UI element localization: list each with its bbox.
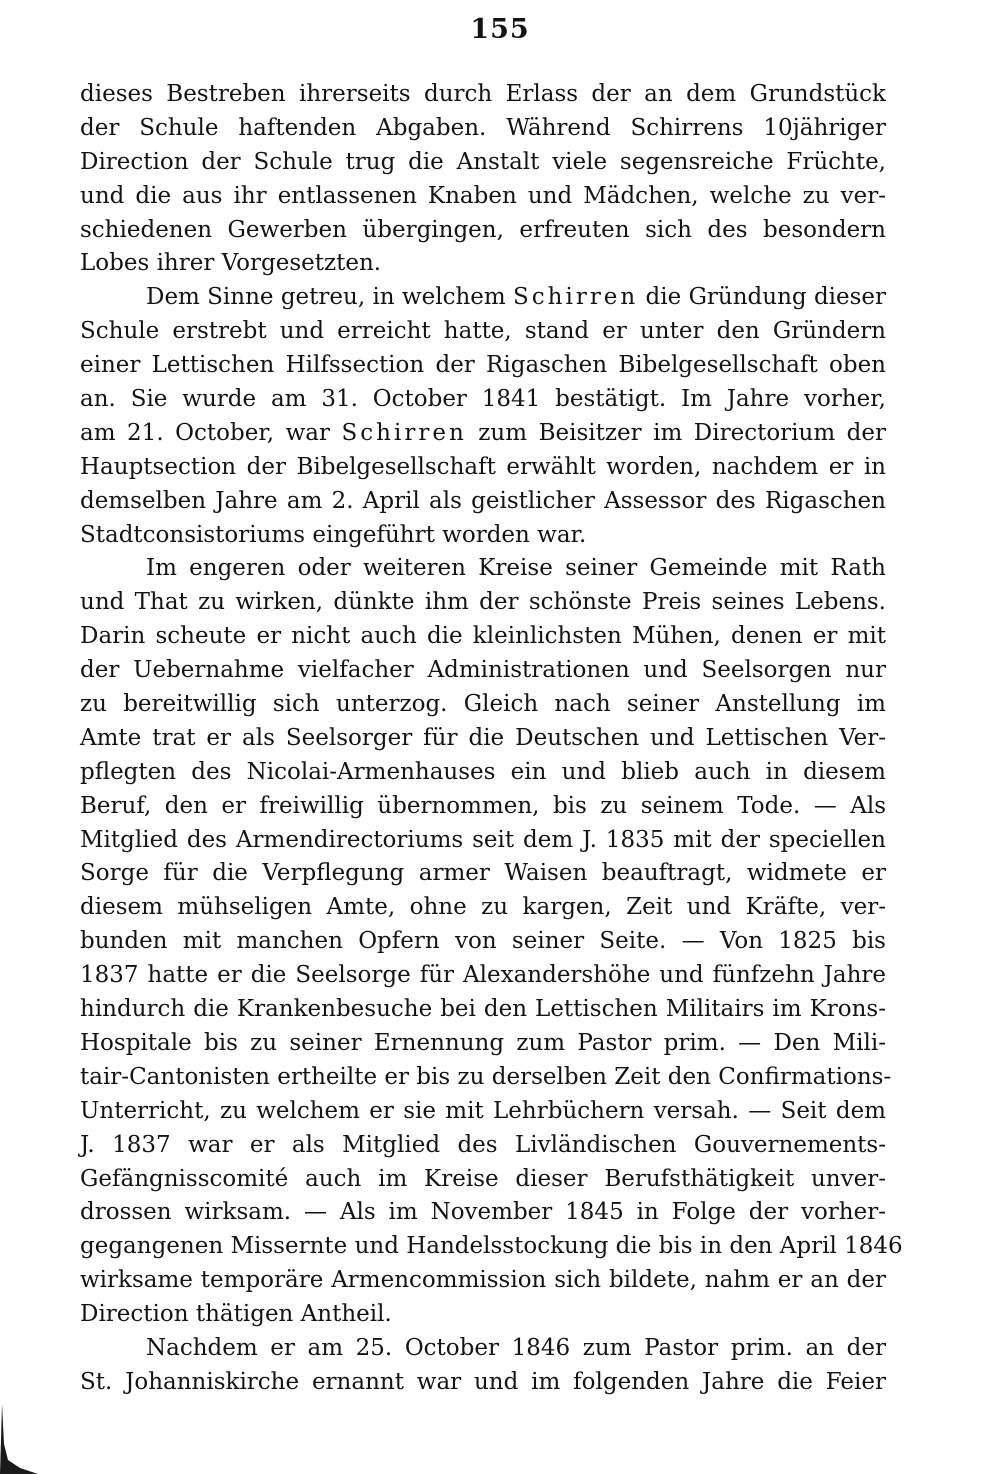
text-line: der Schule haftenden Abgaben. Während Schirrens 10jähriger bbox=[80, 114, 886, 141]
text-line: Dem Sinne getreu, in welchem Schirren die Gründung dieser bbox=[146, 284, 887, 311]
text-line: und die aus ihr entlassenen Knaben und Mädchen, welche zu ver- bbox=[80, 182, 886, 209]
text-line: Stadtconsistoriums eingeführt worden war. bbox=[80, 521, 587, 548]
text-line: bunden mit manchen Opfern von seiner Seite. — Von 1825 bis bbox=[80, 928, 886, 955]
spaced-name: Schirren bbox=[513, 284, 639, 311]
text-line: Direction thätigen Antheil. bbox=[80, 1301, 392, 1328]
text-line: Gefängnisscomité auch im Kreise dieser Berufsthätigkeit unver- bbox=[80, 1165, 886, 1192]
text-line: Darin scheute er nicht auch die kleinlichsten Mühen, denen er mit bbox=[80, 623, 886, 650]
text-line: Schule erstrebt und erreicht hatte, stand er unter den Gründern bbox=[80, 318, 886, 345]
text-line: an. Sie wurde am 31. October 1841 bestätigt. Im Jahre vorher, bbox=[80, 386, 886, 413]
text-line: 1837 hatte er die Seelsorge für Alexandershöhe und fünfzehn Jahre bbox=[80, 962, 886, 989]
text-line: J. 1837 war er als Mitglied des Livländischen Gouvernements- bbox=[80, 1131, 886, 1158]
text-line: Im engeren oder weiteren Kreise seiner Gemeinde mit Rath bbox=[146, 555, 886, 582]
text-line: demselben Jahre am 2. April als geistlicher Assessor des Rigaschen bbox=[80, 487, 886, 514]
text-line: hindurch die Krankenbesuche bei den Lettischen Militairs im Krons- bbox=[80, 996, 886, 1023]
text-line: der Uebernahme vielfacher Administrationen und Seelsorgen nur bbox=[80, 657, 886, 684]
text-line: Amte trat er als Seelsorger für die Deutschen und Lettischen Ver- bbox=[80, 724, 886, 751]
text-line: wirksame temporäre Armencommission sich bildete, nahm er an der bbox=[80, 1267, 886, 1294]
text-line: zu bereitwillig sich unterzog. Gleich nach seiner Anstellung im bbox=[80, 691, 886, 718]
text-line: Hauptsection der Bibelgesellschaft erwählt worden, nachdem er in bbox=[80, 453, 886, 480]
text-line: dieses Bestreben ihrerseits durch Erlass der an dem Grundstück bbox=[80, 81, 886, 107]
text-line: drossen wirksam. — Als im November 1845 in Folge der vorher- bbox=[80, 1199, 886, 1226]
text-line: am 21. October, war Schirren zum Beisitzer im Directorium der bbox=[80, 419, 886, 446]
text-line: Beruf, den er freiwillig übernommen, bis zu seinem Tode. — Als bbox=[80, 792, 886, 819]
text-line: Lobes ihrer Vorgesetzten. bbox=[80, 250, 382, 277]
text-line: und That zu wirken, dünkte ihm der schönste Preis seines Lebens. bbox=[80, 589, 886, 616]
text-line: tair-Cantonisten ertheilte er bis zu derselben Zeit den Confirmations- bbox=[80, 1063, 892, 1090]
text-line: St. Johanniskirche ernannt war und im folgenden Jahre die Feier bbox=[80, 1368, 886, 1395]
scan-edge-mark bbox=[0, 1404, 38, 1474]
text-line: Nachdem er am 25. October 1846 zum Pastor prim. an der bbox=[146, 1334, 886, 1361]
text-line: einer Lettischen Hilfssection der Rigaschen Bibelgesellschaft oben bbox=[80, 352, 886, 379]
text-line: pflegten des Nicolai-Armenhauses ein und blieb auch in diesem bbox=[80, 758, 886, 785]
page-number: 155 bbox=[470, 14, 530, 45]
text-line: schiedenen Gewerben übergingen, erfreuten sich des besondern bbox=[80, 216, 886, 243]
text-line: Sorge für die Verpflegung armer Waisen beauftragt, widmete er bbox=[80, 860, 886, 887]
body-text bbox=[80, 78, 903, 1400]
text-line: diesem mühseligen Amte, ohne zu kargen, Zeit und Kräfte, ver- bbox=[80, 894, 886, 921]
text-line: Direction der Schule trug die Anstalt viele segensreiche Früchte, bbox=[80, 148, 886, 175]
spaced-name: Schirren bbox=[341, 419, 467, 446]
text-line: Unterricht, zu welchem er sie mit Lehrbüchern versah. — Seit dem bbox=[80, 1097, 886, 1124]
text-line: gegangenen Missernte und Handelsstockung die bis in den April 1846 bbox=[80, 1233, 903, 1260]
text-line: Mitglied des Armendirectoriums seit dem J. 1835 mit der speciellen bbox=[80, 826, 886, 853]
text-line: Hospitale bis zu seiner Ernennung zum Pastor prim. — Den Mili- bbox=[80, 1029, 886, 1056]
